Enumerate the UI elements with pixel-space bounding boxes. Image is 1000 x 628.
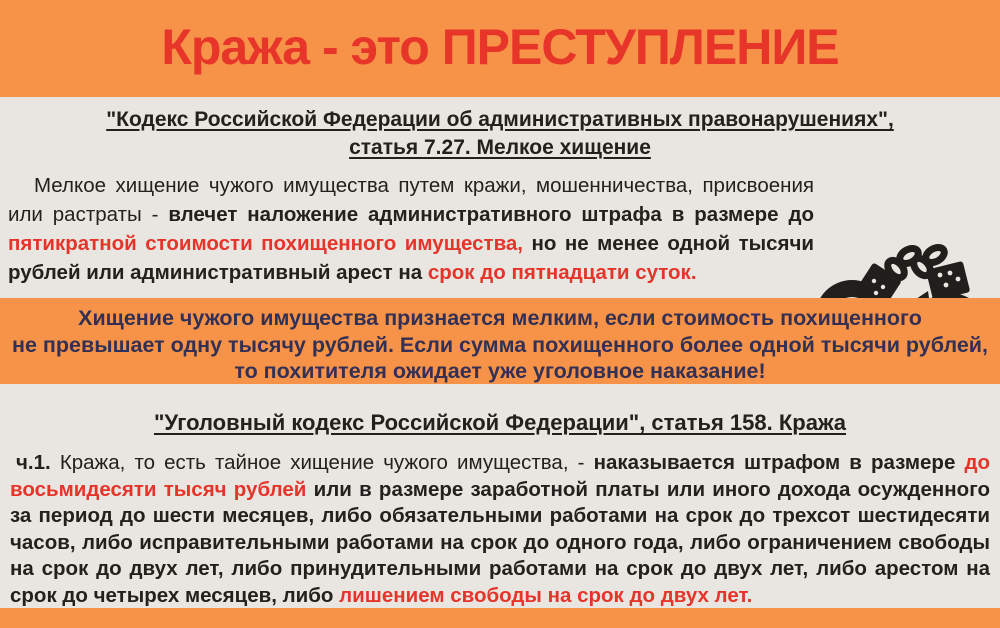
criminal-heading-line: "Уголовный кодекс Российской Федерации", статья 158. Кража [153,410,847,435]
section-criminal-code [0,384,1000,608]
text-segment: наказывается штрафом в размере [593,451,965,474]
poster-title: Кража - это ПРЕСТУПЛЕНИЕ [161,18,839,75]
mid-banner [0,298,1000,384]
text-segment: но не менее одной тысячи рублей или административный арест на [8,232,814,284]
banner-line-2: не превышает одну тысячу рублей. Если сумма похищенного более одной тысячи рублей, [12,332,988,357]
text-segment: пятикратной стоимости похищенного имущества, [8,232,532,255]
criminal-heading [0,384,1000,437]
admin-heading-line-2: статья 7.27. Мелкое хищение [349,136,651,159]
admin-paragraph [8,171,814,287]
bottom-banner [0,608,1000,628]
text-segment: срок до пятнадцати суток. [427,261,697,284]
criminal-paragraph [10,450,990,609]
admin-heading-line-1: "Кодекс Российской Федерации об административных правонарушениях", [106,108,894,131]
section-admin-code [0,97,1000,298]
text-segment: до восьмидесяти тысяч рублей [10,451,991,501]
text-segment: или в размере заработной платы или иного дохода осужденного за период до шести месяцев, либо обязательными работами на срок до трехсот шестидесяти часов, либо исправительными работами на срок до одного года, либо ограничением свободы на срок до двух лет, либо принудительными работами на срок до двух лет, либо арестом на срок до четырех месяцев, либо [10,477,990,607]
top-banner [0,0,1000,97]
text-segment: Мелкое хищение чужого имущества путем кражи, мошенничества, присвоения или растраты - [8,174,814,226]
text-segment: лишением свободы на срок до двух лет. [339,583,753,607]
banner-line-3: то похитителя ожидает уже уголовное наказание! [234,359,766,383]
text-segment: Кража, то есть тайное хищение чужого имущества, - [59,451,594,474]
text-segment: влечет наложение административного штрафа в размере до [168,203,814,226]
banner-line-1: Хищение чужого имущества признается мелким, если стоимость похищенного [78,306,922,330]
text-segment: ч.1. [16,451,60,474]
admin-heading [0,97,1000,162]
